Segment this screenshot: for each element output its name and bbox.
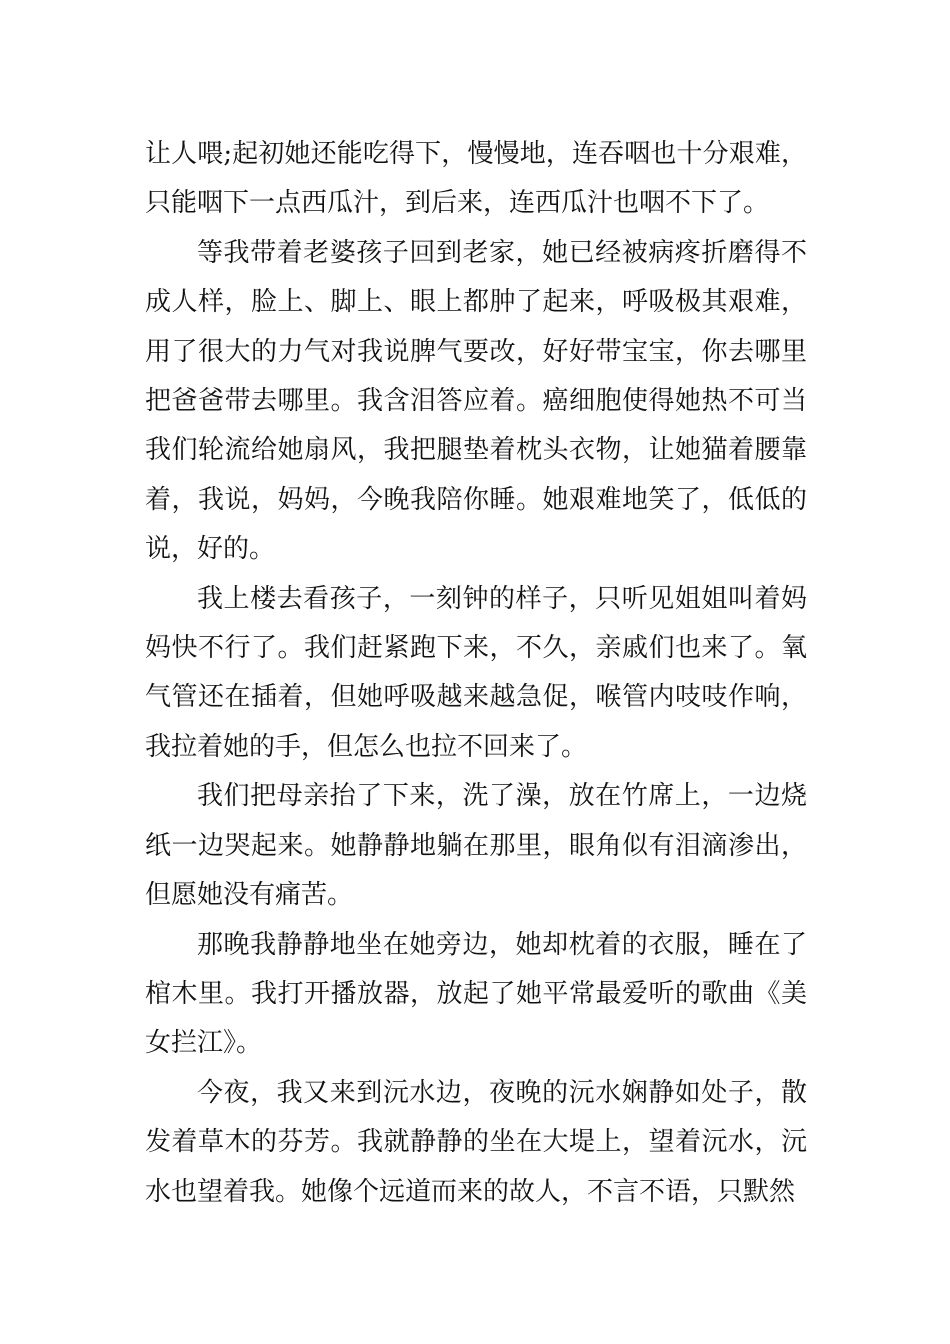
paragraph: 那晚我静静地坐在她旁边，她却枕着的衣服，睡在了棺木里。我打开播放器，放起了她平常最爱听的歌曲《美女拦江》。	[145, 929, 807, 1059]
paragraph: 等我带着老婆孩子回到老家，她已经被病疼折磨得不成人样，脸上、脚上、眼上都肿了起来，呼吸极其艰难，用了很大的力气对我说脾气要改，好好带宝宝，你去哪里把爸爸带去哪里。我含泪答应着。癌细胞使得她热不可当我们轮流给她扇风，我把腿垫着枕头衣物，让她猫着腰靠着，我说，妈妈，今晚我陪你睡。她艰难地笑了，低低的说，好的。	[145, 237, 807, 565]
paragraph: 今夜，我又来到沅水边，夜晚的沅水娴静如处子，散发着草木的芬芳。我就静静的坐在大堤上，望着沅水，沅水也望着我。她像个远道而来的故人，不言不语，只默然	[145, 1077, 807, 1207]
paragraph: 让人喂;起初她还能吃得下，慢慢地，连吞咽也十分艰难，只能咽下一点西瓜汁，到后来，连西瓜汁也咽不下了。	[145, 139, 807, 219]
paragraph: 我上楼去看孩子，一刻钟的样子，只听见姐姐叫着妈妈快不行了。我们赶紧跑下来，不久，亲戚们也来了。氧气管还在插着，但她呼吸越来越急促，喉管内吱吱作响，我拉着她的手，但怎么也拉不回来了。	[145, 583, 807, 762]
document-body	[145, 130, 807, 1217]
paragraph: 我们把母亲抬了下来，洗了澡，放在竹席上，一边烧纸一边哭起来。她静静地躺在那里，眼角似有泪滴渗出，但愿她没有痛苦。	[145, 781, 807, 911]
